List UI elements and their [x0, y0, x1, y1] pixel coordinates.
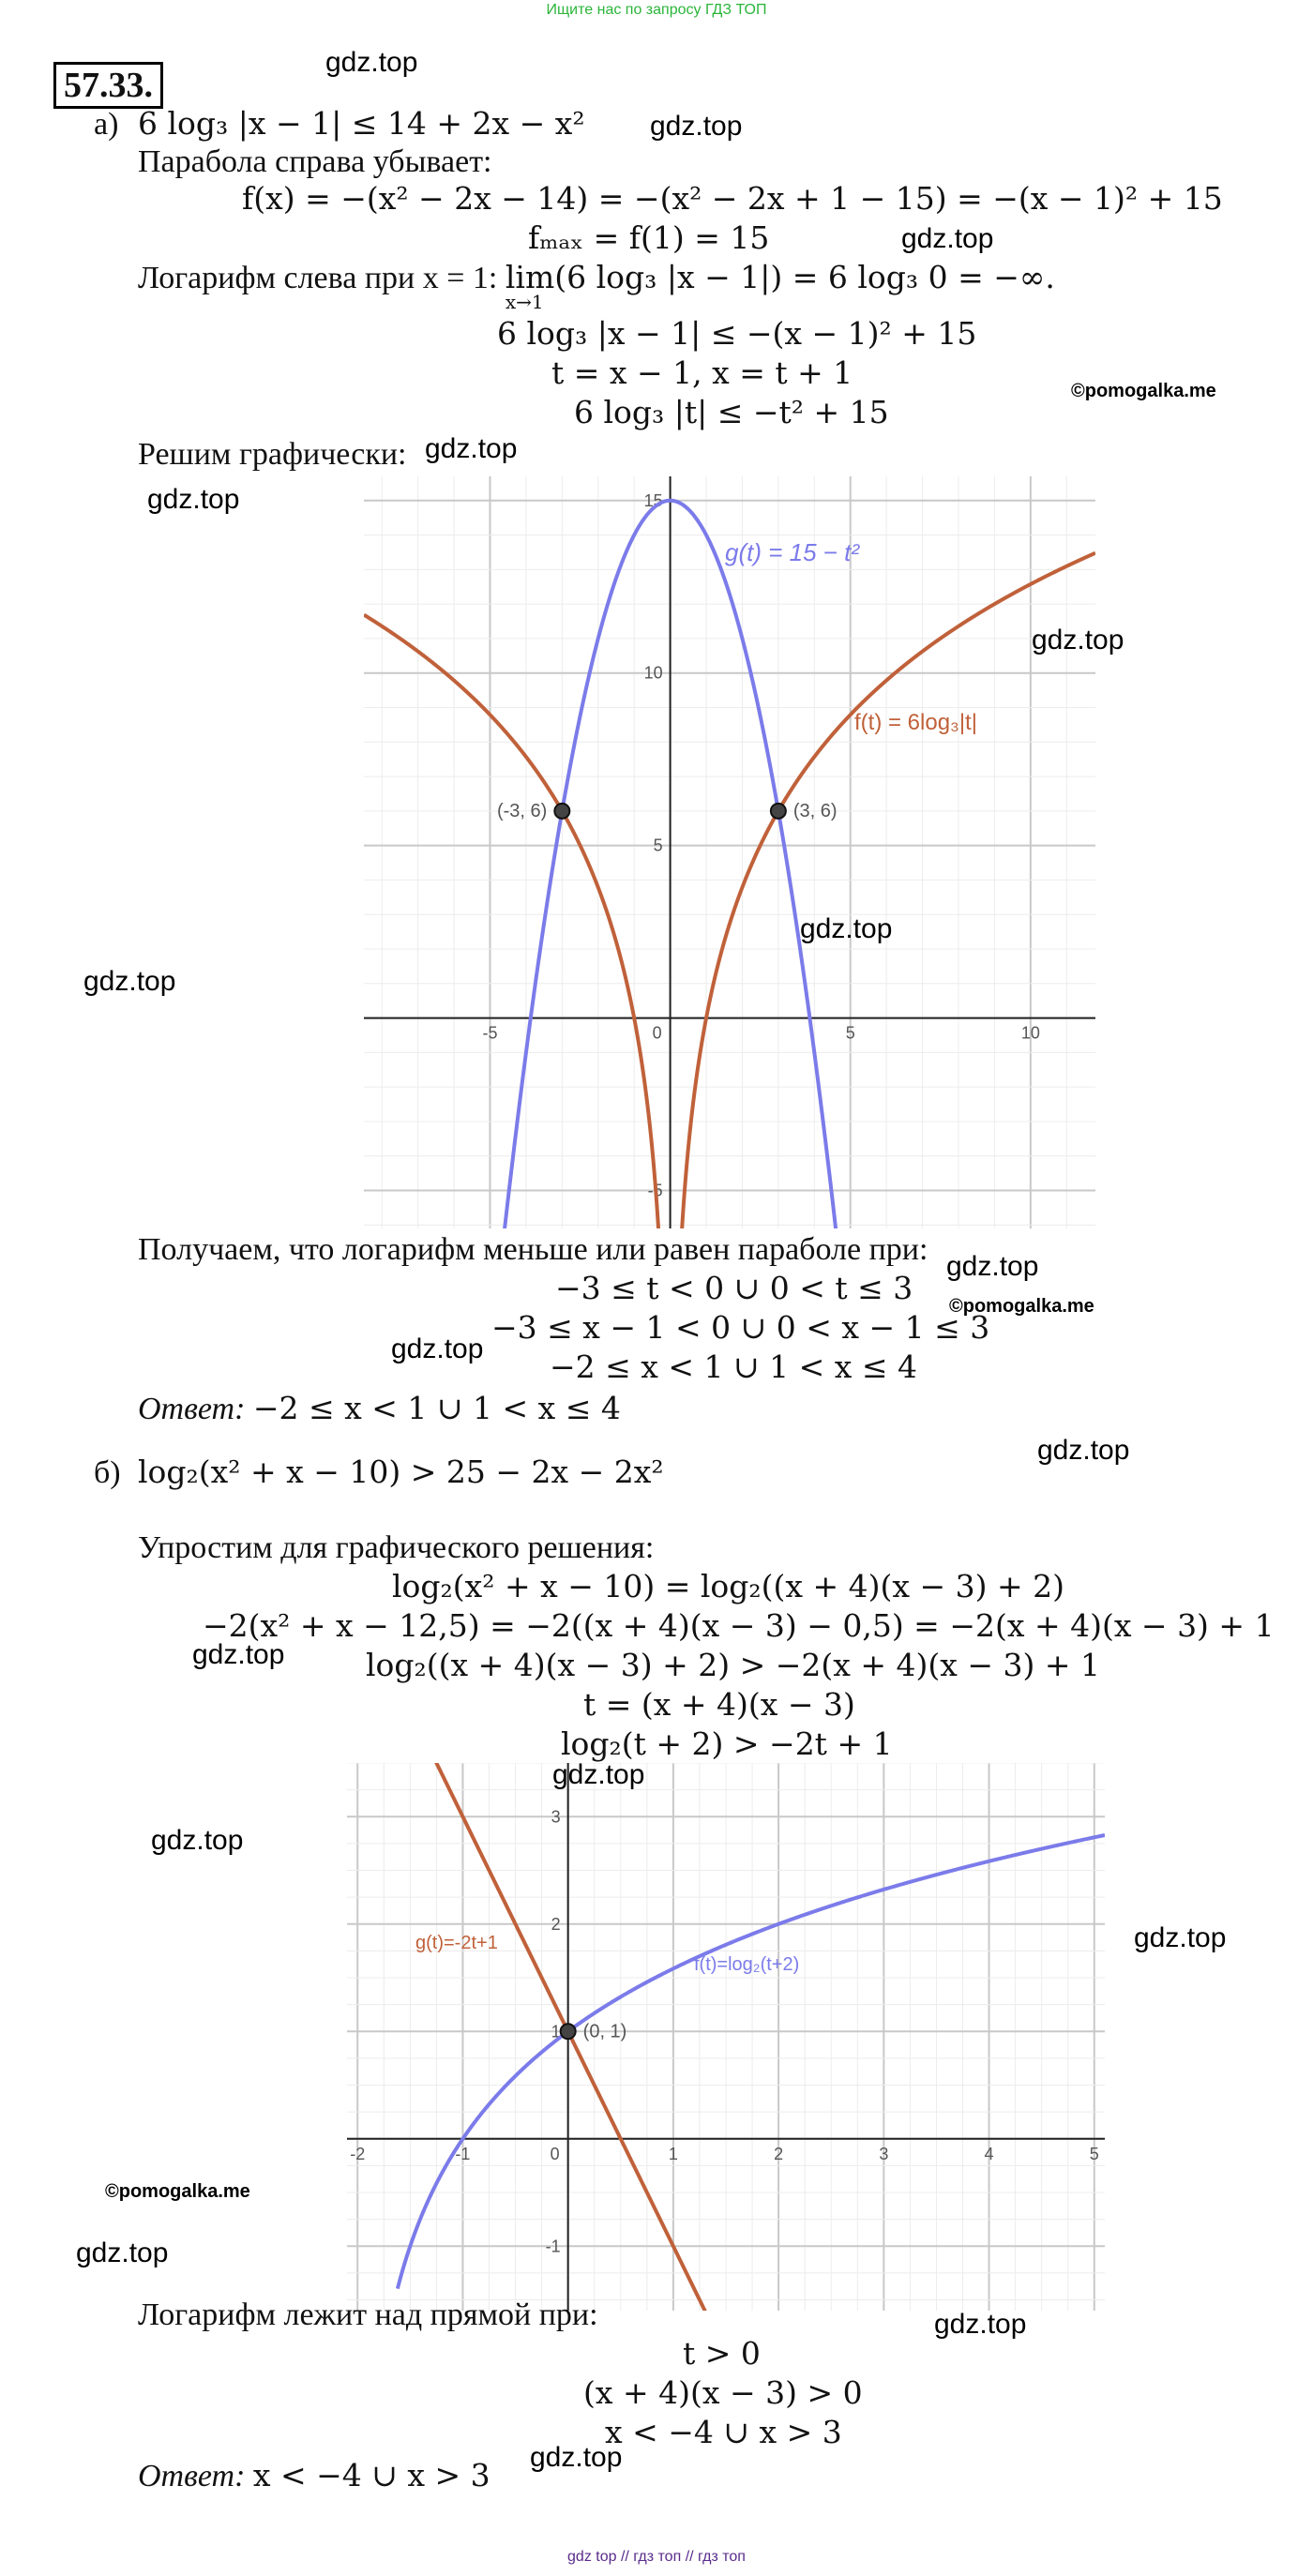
watermark-12: gdz.top [192, 1639, 285, 1670]
watermark-13: gdz.top [552, 1759, 645, 1790]
part-a-after3: −3 ≤ x − 1 < 0 ∪ 0 < x − 1 ≤ 3 [491, 1309, 990, 1346]
point-label: (-3, 6) [496, 800, 548, 821]
limit-lim: lim [505, 259, 555, 295]
part-b-after4: x < −4 ∪ x > 3 [605, 2414, 842, 2450]
part-a-after4: −2 ≤ x < 1 ∪ 1 < x ≤ 4 [550, 1348, 918, 1385]
part-a-answer-label: Ответ: [138, 1392, 246, 1426]
part-b-line5: t = (x + 4)(x − 3) [583, 1686, 855, 1723]
part-b-answer-label: Ответ: [138, 2459, 246, 2493]
y-tick-label: -1 [545, 2237, 561, 2256]
watermark-2: gdz.top [650, 111, 743, 142]
task-number: 57.33. [53, 62, 163, 109]
chart-1 [364, 476, 1095, 1228]
chart-2-legend-g: g(t)=-2t+1 [415, 1933, 498, 1953]
part-b-inequality: log₂(x² + x − 10) > 25 − 2x − 2x² [138, 1454, 664, 1490]
x-tick-label: 3 [879, 2144, 889, 2163]
watermark-1: gdz.top [325, 47, 418, 78]
x-tick-label: 10 [1020, 1023, 1040, 1043]
x-tick-label: -5 [482, 1023, 498, 1043]
y-tick-label: 5 [653, 836, 663, 855]
part-b-line4: log₂((x + 4)(x − 3) + 2) > −2(x + 4)(x − 3) + 1 [366, 1647, 1100, 1683]
watermark-14: gdz.top [151, 1825, 244, 1856]
part-a-after1: Получаем, что логарифм меньше или равен параболе при: [138, 1232, 928, 1267]
watermark-5: gdz.top [147, 484, 240, 515]
point-label: (3, 6) [792, 800, 838, 821]
part-a-line4-prefix: Логарифм слева при x = 1: [138, 261, 506, 295]
part-b-label: б) [94, 1455, 121, 1490]
series-line-1 [364, 553, 1095, 1228]
watermark-4: gdz.top [425, 433, 518, 464]
part-b-line3: −2(x² + x − 12,5) = −2((x + 4)(x − 3) − 0,5) = −2(x + 4)(x − 3) + 1 [203, 1607, 1275, 1644]
watermark-15: gdz.top [1134, 1922, 1227, 1953]
chart-2 [347, 1763, 1105, 2311]
watermark-18: gdz.top [530, 2442, 623, 2473]
part-b-answer [138, 2457, 490, 2494]
watermark-10: gdz.top [391, 1333, 484, 1364]
part-a-label: а) [94, 107, 119, 142]
watermark-8: gdz.top [83, 966, 176, 997]
chart-2-legend-f: f(t)=log₂(t+2) [694, 1954, 800, 1975]
part-b-after1: Логарифм лежит над прямой при: [138, 2297, 598, 2332]
chart-1-legend-f: f(t) = 6log₃|t| [854, 710, 977, 735]
watermark-16: gdz.top [76, 2237, 169, 2268]
watermark-9: gdz.top [946, 1251, 1039, 1282]
y-tick-label: 15 [643, 490, 663, 510]
part-a-after2: −3 ≤ t < 0 ∪ 0 < t ≤ 3 [555, 1270, 913, 1306]
x-tick-label: 0 [652, 1023, 662, 1043]
part-a-answer [138, 1390, 621, 1427]
y-tick-label: 10 [643, 663, 663, 683]
intersection-point [561, 2024, 576, 2039]
part-a-line6: t = x − 1, x = t + 1 [551, 354, 853, 391]
watermark-7: gdz.top [800, 913, 893, 944]
watermark-3: gdz.top [901, 223, 994, 254]
y-tick-label: 1 [551, 2022, 561, 2041]
x-tick-label: -2 [350, 2144, 366, 2163]
chart-2-series [398, 1763, 1105, 2311]
part-a-line3: fₘₐₓ = f(1) = 15 [528, 219, 770, 256]
x-tick-label: 5 [1089, 2144, 1099, 2163]
footer-links[interactable]: gdz top // гдз топ // гдз топ [567, 2549, 746, 2565]
top-banner[interactable]: Ищите нас по запросу ГДЗ ТОП [546, 2, 767, 18]
y-tick-label: 3 [551, 1807, 561, 1827]
x-tick-label: -1 [455, 2144, 471, 2163]
part-a-line1: Парабола справа убывает: [138, 144, 492, 179]
part-b-line2: log₂(x² + x − 10) = log₂((x + 4)(x − 3) + 2) [392, 1568, 1064, 1604]
part-b-answer-value: x < −4 ∪ x > 3 [252, 2457, 490, 2493]
copyright-3: ©pomogalka.me [105, 2181, 250, 2202]
intersection-point [554, 804, 569, 819]
intersection-point [771, 804, 786, 819]
x-tick-label: 2 [774, 2144, 784, 2163]
x-tick-label: 5 [845, 1023, 855, 1043]
y-tick-label: -5 [647, 1181, 663, 1200]
limit-subscript: x→1 [505, 291, 544, 313]
part-a-line4 [138, 259, 1055, 313]
part-a-line4-rest: (6 log₃ |x − 1|) = 6 log₃ 0 = −∞. [554, 259, 1055, 295]
part-b-after3: (x + 4)(x − 3) > 0 [583, 2374, 863, 2411]
watermark-11: gdz.top [1037, 1435, 1130, 1466]
limit-operator [505, 259, 555, 313]
x-tick-label: 0 [550, 2144, 560, 2163]
part-a-line5: 6 log₃ |x − 1| ≤ −(x − 1)² + 15 [497, 315, 977, 352]
copyright-2: ©pomogalka.me [949, 1296, 1094, 1317]
chart-2-points [561, 2021, 627, 2041]
part-b-line1: Упростим для графического решения: [138, 1530, 655, 1565]
chart-1-series [364, 501, 1095, 1228]
chart-1-legend-g: g(t) = 15 − t² [725, 538, 860, 566]
watermark-6: gdz.top [1032, 625, 1124, 655]
chart-2-grid [347, 1763, 1105, 2311]
part-a-line8: Решим графически: [138, 437, 407, 472]
point-label: (0, 1) [582, 2021, 627, 2042]
copyright-1: ©pomogalka.me [1071, 381, 1216, 401]
part-a-inequality: 6 log₃ |x − 1| ≤ 14 + 2x − x² [138, 105, 585, 142]
part-b-after2: t > 0 [683, 2335, 761, 2372]
part-a-line7: 6 log₃ |t| ≤ −t² + 15 [574, 394, 889, 430]
x-tick-label: 1 [668, 2144, 678, 2163]
part-b-line6: log₂(t + 2) > −2t + 1 [561, 1725, 893, 1762]
y-tick-label: 2 [551, 1914, 561, 1934]
x-tick-label: 4 [984, 2144, 994, 2163]
part-a-line2: f(x) = −(x² − 2x − 14) = −(x² − 2x + 1 − 15) = −(x − 1)² + 15 [242, 180, 1223, 217]
watermark-17: gdz.top [934, 2309, 1027, 2340]
part-a-answer-value: −2 ≤ x < 1 ∪ 1 < x ≤ 4 [252, 1390, 621, 1426]
